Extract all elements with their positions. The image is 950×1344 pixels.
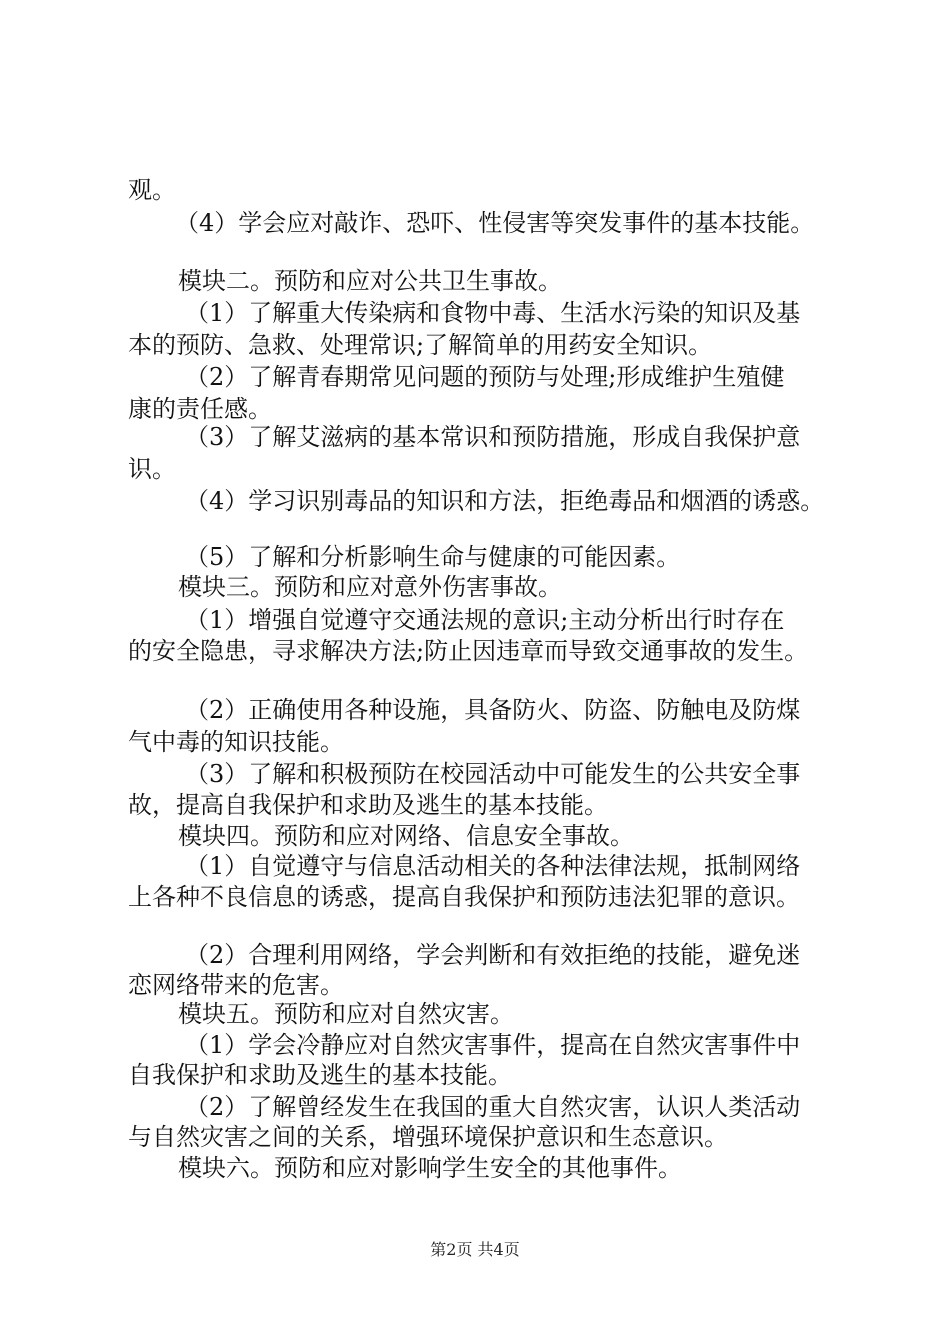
section-heading: 模块六。预防和应对影响学生安全的其他事件。 (178, 1154, 682, 1182)
page-number-footer: 第2页 共4页 (430, 1240, 520, 1259)
text-line: 观。 (128, 176, 176, 204)
text-line: 与自然灾害之间的关系，增强环境保护意识和生态意识。 (128, 1123, 728, 1151)
text-line: （5）了解和分析影响生命与健康的可能因素。 (185, 543, 681, 571)
text-line: （2）正确使用各种设施，具备防火、防盗、防触电及防煤 (185, 696, 801, 724)
text-line: （2）了解曾经发生在我国的重大自然灾害，认识人类活动 (185, 1093, 801, 1121)
text-line: 自我保护和求助及逃生的基本技能。 (128, 1061, 512, 1089)
section-heading: 模块三。预防和应对意外伤害事故。 (178, 573, 562, 601)
section-heading: 模块二。预防和应对公共卫生事故。 (178, 267, 562, 295)
text-line: 识。 (128, 455, 176, 483)
text-line: 康的责任感。 (128, 395, 272, 423)
text-line: 上各种不良信息的诱惑，提高自我保护和预防违法犯罪的意识。 (128, 883, 800, 911)
section-heading: 模块五。预防和应对自然灾害。 (178, 1000, 514, 1028)
text-line: （1）学会冷静应对自然灾害事件，提高在自然灾害事件中 (185, 1031, 801, 1059)
text-line: 气中毒的知识技能。 (128, 728, 344, 756)
text-line: 本的预防、急救、处理常识;了解简单的用药安全知识。 (128, 331, 713, 359)
text-line: （1）了解重大传染病和食物中毒、生活水污染的知识及基 (185, 299, 801, 327)
text-line: （2）了解青春期常见问题的预防与处理;形成维护生殖健 (185, 363, 785, 391)
text-line: （2）合理利用网络，学会判断和有效拒绝的技能，避免迷 (185, 941, 801, 969)
text-line: （4）学习识别毒品的知识和方法，拒绝毒品和烟酒的诱惑。 (185, 487, 825, 515)
section-heading: 模块四。预防和应对网络、信息安全事故。 (178, 822, 634, 850)
text-line: （4）学会应对敲诈、恐吓、性侵害等突发事件的基本技能。 (175, 209, 815, 237)
text-line: （1）自觉遵守与信息活动相关的各种法律法规，抵制网络 (185, 852, 801, 880)
text-line: 的安全隐患，寻求解决方法;防止因违章而导致交通事故的发生。 (128, 637, 809, 665)
text-line: 故，提高自我保护和求助及逃生的基本技能。 (128, 791, 608, 819)
text-line: 恋网络带来的危害。 (128, 971, 344, 999)
text-line: （3）了解艾滋病的基本常识和预防措施，形成自我保护意 (185, 423, 801, 451)
text-line: （3）了解和积极预防在校园活动中可能发生的公共安全事 (185, 760, 801, 788)
text-line: （1）增强自觉遵守交通法规的意识;主动分析出行时存在 (185, 606, 785, 634)
